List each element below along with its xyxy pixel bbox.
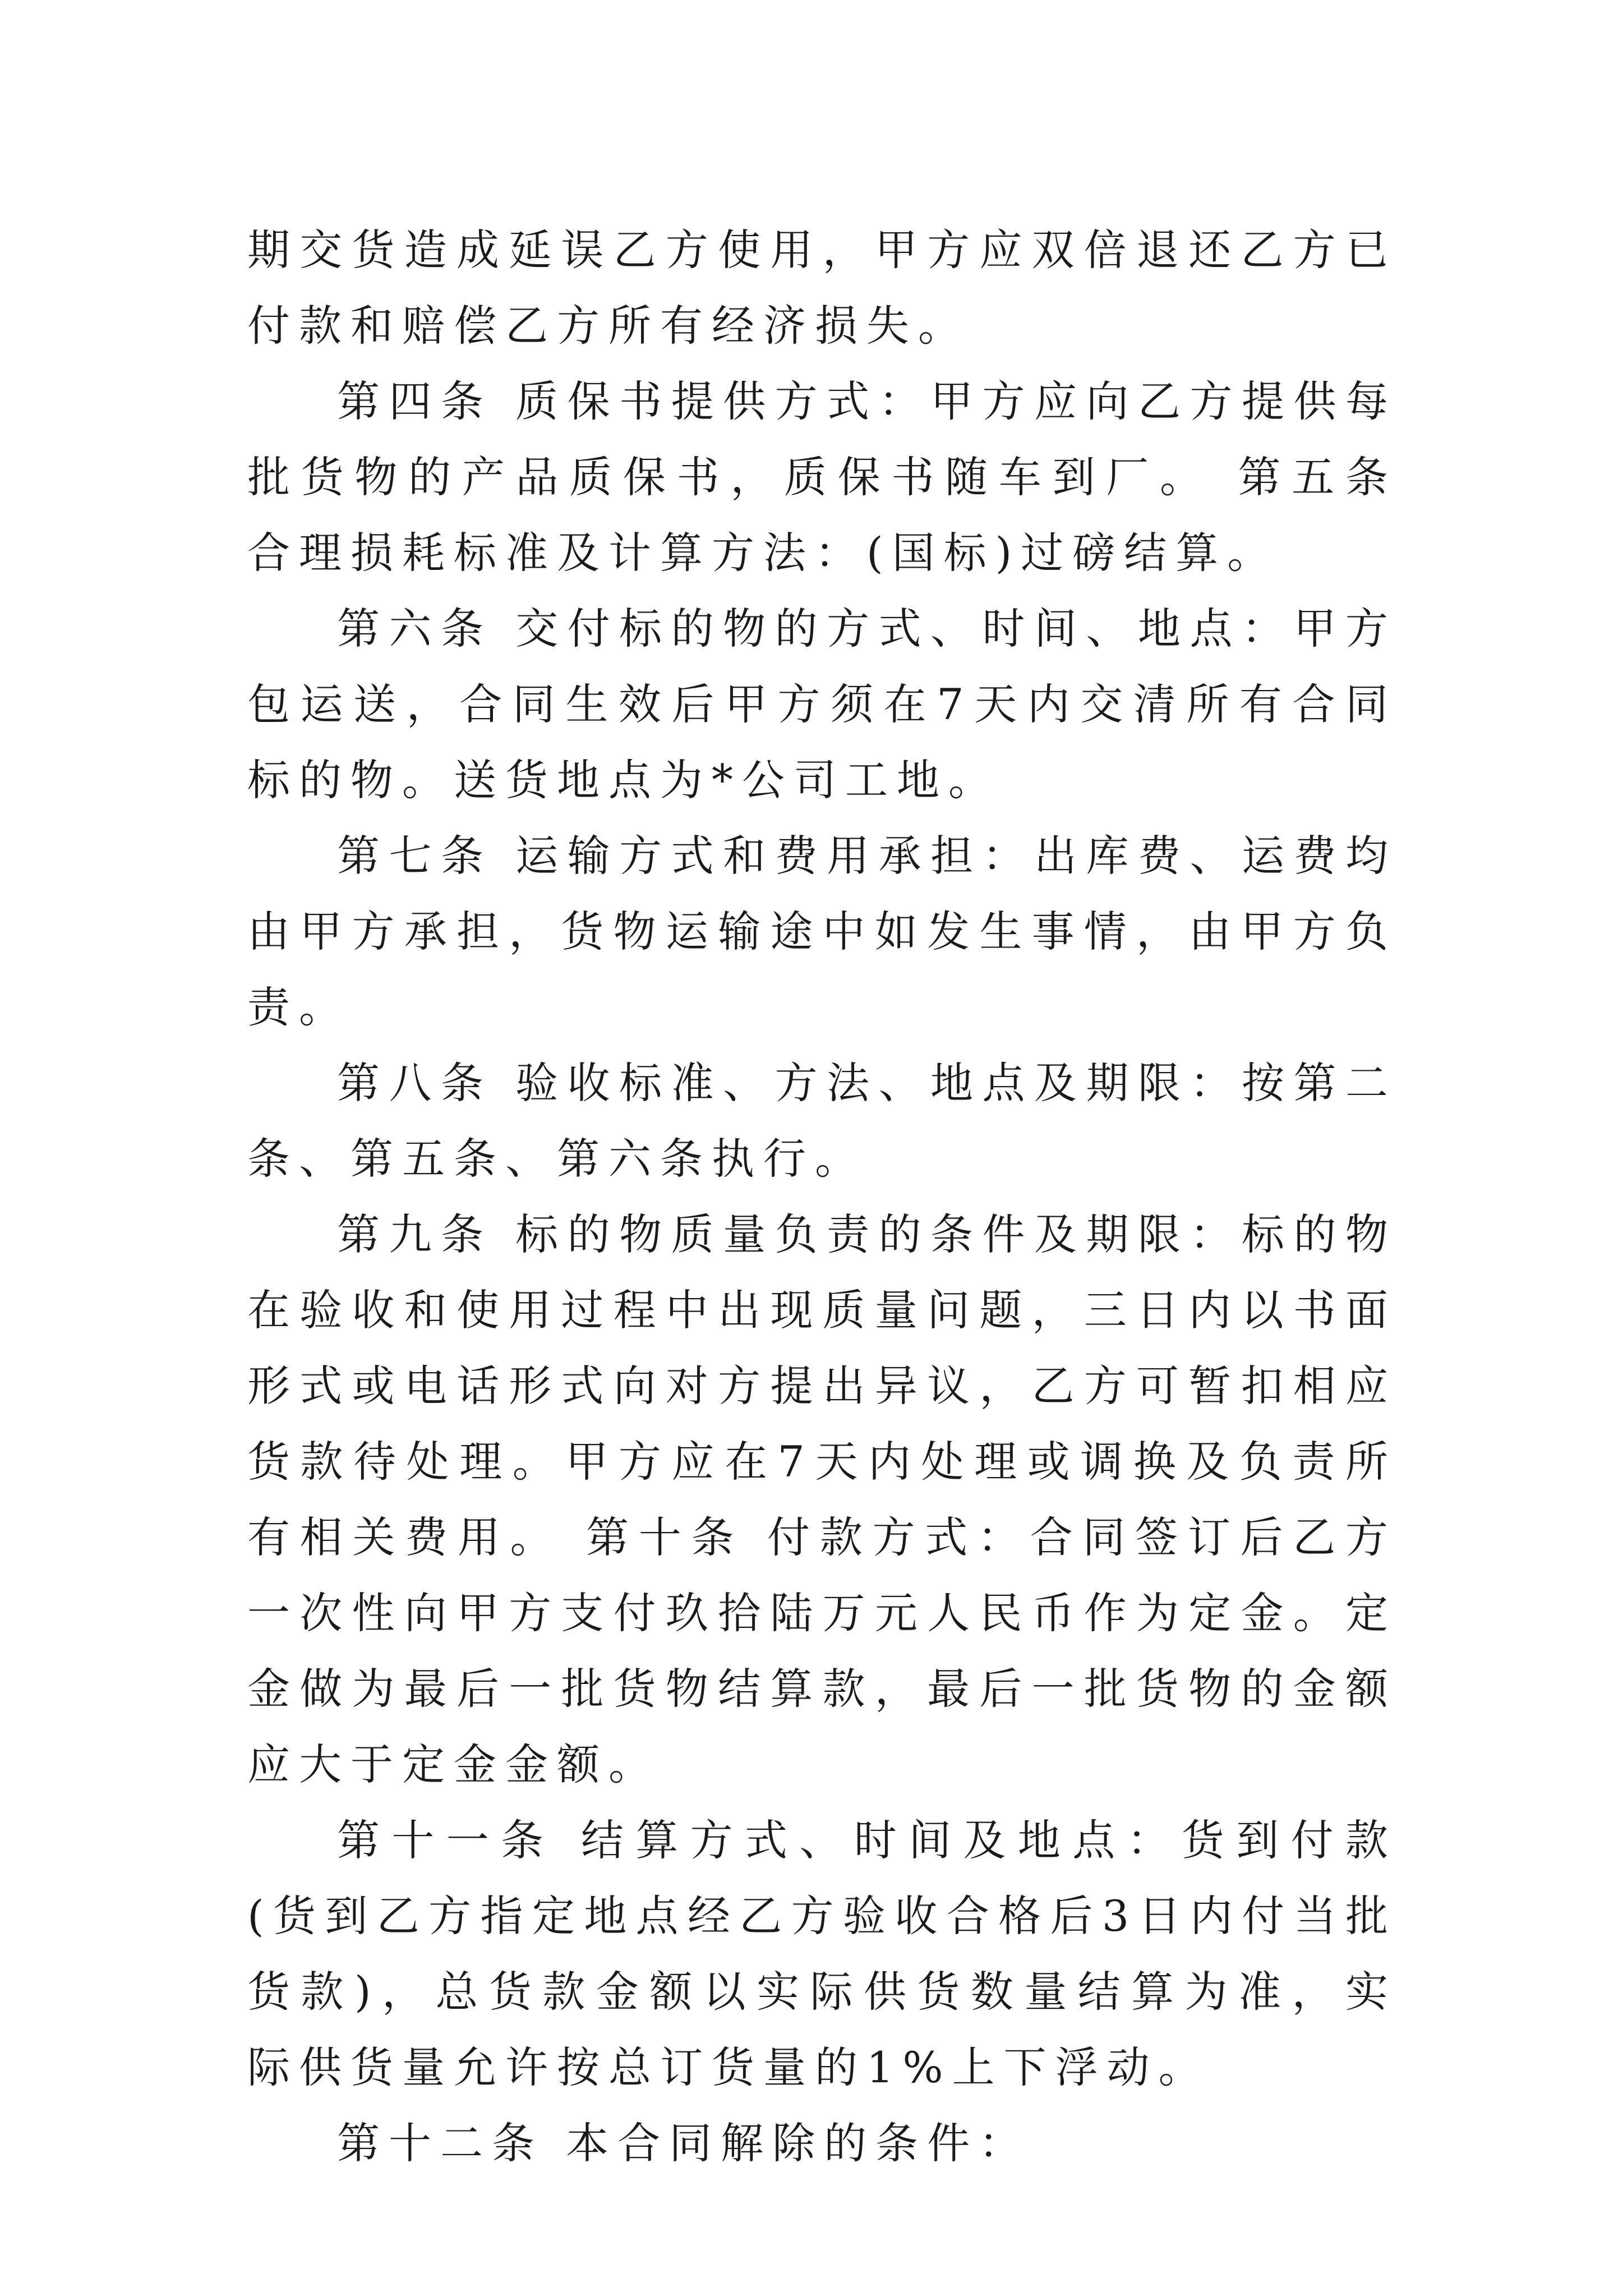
paragraph-article-12: 第十二条 本合同解除的条件：	[337, 2118, 1031, 2168]
paragraph-article-7: 第七条 运输方式和费用承担：出库费、运费均由甲方承担，货物运输途中如发生事情，由甲方负责。	[247, 831, 1397, 1032]
contract-body	[247, 212, 1397, 2181]
paragraph-article-8: 第八条 验收标准、方法、地点及期限：按第二条、第五条、第六条执行。	[247, 1058, 1397, 1184]
paragraph-article-6: 第六条 交付标的物的方式、时间、地点：甲方包运送，合同生效后甲方须在7天内交清所有合同标的物。送货地点为*公司工地。	[247, 604, 1397, 805]
paragraph-article-9-10: 第九条 标的物质量负责的条件及期限：标的物在验收和使用过程中出现质量问题，三日内以书面形式或电话形式向对方提出异议，乙方可暂扣相应货款待处理。甲方应在7天内处理或调换及负责所有相关费用。 第十条 付款方式：合同签订后乙方一次性向甲方支付玖拾陆万元人民币作为定金。定金做为最后一批货物结算款，最后一批货物的金额应大于定金金额。	[247, 1209, 1397, 1789]
paragraph-article-4-5: 第四条 质保书提供方式：甲方应向乙方提供每批货物的产品质保书，质保书随车到厂。 第五条 合理损耗标准及计算方法：(国标)过磅结算。	[247, 376, 1397, 578]
paragraph-continuation: 期交货造成延误乙方使用，甲方应双倍退还乙方已付款和赔偿乙方所有经济损失。	[247, 225, 1397, 351]
paragraph-article-11: 第十一条 结算方式、时间及地点：货到付款(货到乙方指定地点经乙方验收合格后3日内付当批货款)，总货款金额以实际供货数量结算为准，实际供货量允许按总订货量的1%上下浮动。	[247, 1815, 1397, 2092]
